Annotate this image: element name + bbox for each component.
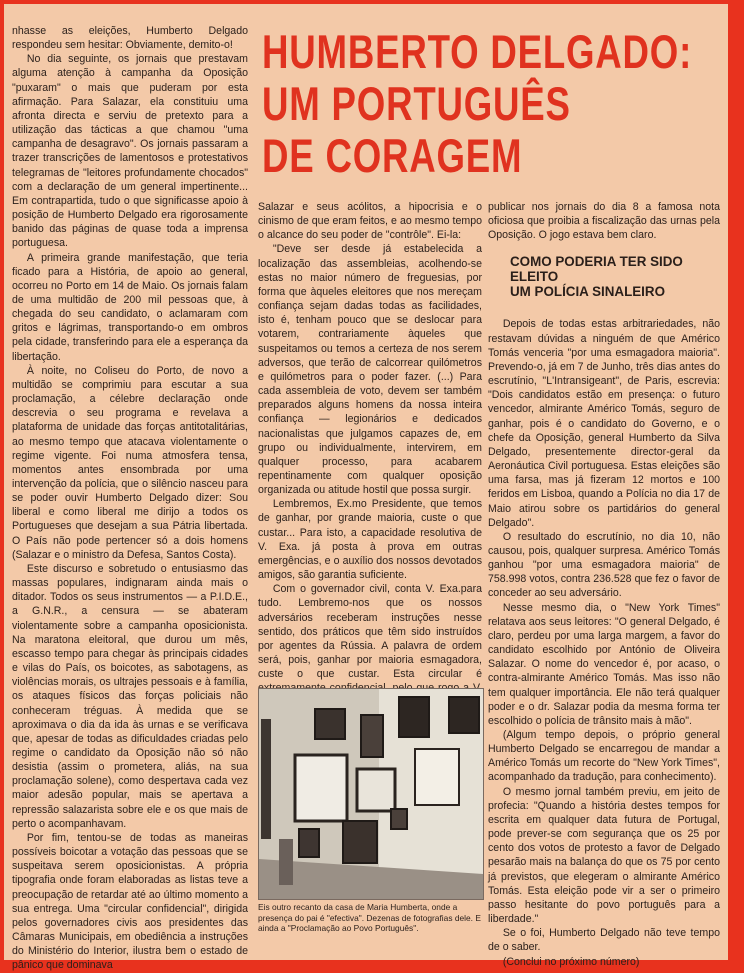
section-subheading <box>510 254 720 299</box>
paragraph: À noite, no Coliseu do Porto, de novo a multidão se comprimiu para escutar a sua proclamação, a célebre declaração onde descrevia o seu programa e revelava a plataforma de unidade das forças antitotalitárias, ao mesmo tempo que atacava violentamente o regime vigente. Foi numa atmosfera tensa, momentos antes ensombrada por uma intervenção da polícia, que o silêncio nasceu para se poder ouvir Humberto Delgado dizer: Sou liberal e como liberal me dirijo a todos os Portugueses que desejam a sua Pátria libertada. O País não pode pertencer só a dois homens (Salazar e o ministro da Defesa, Santos Costa). <box>12 364 248 561</box>
paragraph: No dia seguinte, os jornais que prestavam alguma atenção à campanha da Oposição "puxaram" o mais que puderam por esta afirmação. Para Salazar, ela constituiu uma afronta directa e serviu de pretexto para a utilização das tácticas a que chamou "uma campanha de desagravo". Os jornais passaram a trazer transcrições de lamentosos e protestativos telegramas de "leitores profundamente chocados" com a declaração de um general impertinente... Em contrapartida, tudo o que significasse apoio à posição de Humberto Delgado era rigorosamente banido das páginas de quase toda a imprensa portuguesa. <box>12 53 248 250</box>
title-line: UM PORTUGUÊS <box>262 77 571 130</box>
text-column-2 <box>258 200 482 684</box>
paragraph: O resultado do escrutínio, no dia 10, não causou, pois, qualquer surpresa. Américo Tomás ganhou "por uma esmagadora maioria" de 758.998 votos, contra 236.528 que fez o favor de conceder ao seu adversário. <box>488 530 720 600</box>
title-line: HUMBERTO DELGADO: <box>262 25 693 78</box>
paragraph: Lembremos, Ex.mo Presidente, que temos de ganhar, por grande maioria, custe o que custar... Para isto, a capacidade resolutiva de V. Exa. já posta à prova em outras emergências, e o auxílio dos nossos devotados amigos, são garantia suficiente. <box>258 498 482 582</box>
paragraph: publicar nos jornais do dia 8 a famosa nota oficiosa que proibia a fiscalização das urnas pela Oposição. O jogo estava bem claro. <box>488 201 720 242</box>
photo-illustration <box>259 689 483 899</box>
subheading-line: UM POLÍCIA SINALEIRO <box>510 284 665 300</box>
paragraph: (Algum tempo depois, o próprio general Humberto Delgado se encarregou de mandar a Américo Tomás um recorte do "New York Times", acompanhado da tradução, para conhecimento). <box>488 729 720 784</box>
paragraph: Depois de todas estas arbitrariedades, não restavam dúvidas a ninguém de que Américo Tomás venceria "por uma esmagadora maioria". Prevendo-o, já em 7 de Junho, três dias antes do escrutínio, "L'Intransigeant", de Paris, escrevia: "Dois candidatos estão em presença: o futuro vencedor, almirante Américo Tomás, seguro de ganhar, pois é o candidato do Governo, e o chefe da Oposição, general Humberto da Silva Delgado, presentemente director-geral da Aeronáutica Civil portuguesa. Estas eleições são uma farsa, mas já fizeram 12 mortos e 100 feridos em Lisboa, quando a Polícia no dia 17 de Maio atirou sobre os partidários do general Delgado". <box>488 318 720 529</box>
paragraph: nhasse as eleições, Humberto Delgado respondeu sem hesitar: Obviamente, demito-o! <box>12 25 248 52</box>
subheading-line: ELEITO <box>510 269 559 285</box>
paragraph: Este discurso e sobretudo o entusiasmo das massas populares, indignaram ainda mais o ditador. Todos os seus instrumentos — a P.I.D.E., a G.N.R., a censura — se abateram violentamente sobre a campanha oposicionista. Na maratona eleitoral, que durou um mês, escasso tempo para chegar às principais cidades e vilas do País, os boicotes, as sabotagens, as violências morais, os ultrajes pessoais e à família, os ataques físicos das forças policiais não conheceram tréguas. À medida que se aproximava o dia da ida às urnas e se verificava que, apesar de todas as dificuldades criadas pelo regime o candidato da Oposição não só não desistia (assim o prometera, aliás, na sua proclamação solene), como despertava cada vez maior adesão popular, mais se apertava a repressão salazarista sobre ele e os que mais de perto o acompanhavam. <box>12 562 248 830</box>
paragraph: (Conclui no próximo número) <box>502 955 640 968</box>
text-column-1 <box>12 24 248 972</box>
title-line: DE CORAGEM <box>262 129 523 182</box>
paragraph: Nesse mesmo dia, o "New York Times" relatava aos seus leitores: "O general Delgado, é claro, perdeu por uma larga margem, a favor do candidato escolhido por António de Oliveira Salazar. O nome do vencedor é, por acaso, o contra-almirante Américo Tomás. Mas isso não tem qualquer importância. Ele não terá qualquer poder e o dr. Salazar podia da mesma forma ter escolhido o polícia de trânsito mais à mão". <box>488 601 720 727</box>
article-title <box>262 25 693 182</box>
paragraph: Por fim, tentou-se de todas as maneiras possíveis boicotar a votação das pessoas que se suspeitava serem oposicionistas. A própria tipografia onde foram elaboradas as listas teve a preocupação de retardar até ao último momento a sua entrega. Uma "circular confidencial", dirigida pelos governadores civis aos presidentes das Câmaras Municipais, em obediência a instruções do Ministério do Interior, ilustra bem o estado de pânico que dominava <box>12 831 248 972</box>
paragraph: A primeira grande manifestação, que teria ficado para a História, de apoio ao general, ocorreu no Porto em 14 de Maio. Os jornais falam de uma multidão de 200 mil pessoas que, à chegada do seu candidato, o aclamaram com gritos e lágrimas, transportando-o em ombros pela cidade, transferindo para ele a esperança da libertação. <box>12 251 248 363</box>
text-column-3 <box>488 200 720 968</box>
room-photo <box>258 688 484 900</box>
photo-caption: Eis outro recanto da casa de Maria Humberta, onde a presença do pai é "efectiva". Dezenas de fotografias dele. E ainda a "Proclamação ao Povo Português". <box>258 902 481 934</box>
paragraph: Com o governador civil, conta V. Exa.para tudo. Lembremo-nos que os nossos adversários receberam instruções nesse sentido, dos práticos que têm sido instruídos por agentes da Rússia. A palavra de ordem será, pois, ganhar por maioria esmagadora, custe o que custar. Esta circular é <box>258 583 482 681</box>
paragraph: Salazar e seus acólitos, a hipocrisia e o cinismo de que eram feitos, e ao mesmo tempo o alcance do seu poder de "contrôle". Ei-la: <box>258 201 482 242</box>
paragraph: "Deve ser desde já estabelecida a localização das assembleias, acolhendo-se estas no maior número de freguesias, por forma que àqueles eleitores que nos mereçam confiança sejam dadas todas as facilidades, isto é, tenham pouco que se deslocar para votarem, contrariamente àqueles que suspeitamos ou temos a certeza de nos serem adversos, que terão de calcorrear quilómetros e quilómetros para o poder fazer. (...) Para cada assembleia de voto, devem ser também preparados alguns homens da nossa inteira confiança — legionários e dedicados nacionalistas que julgamos capazes de, em grupo ou individualmente, intervirem, em qualquer processo, para acabarem repentinamente com qualquer oposição organizada ou atitude hostil que possa surgir. <box>258 243 482 497</box>
subheading-line: COMO PODERIA TER SIDO <box>510 254 683 270</box>
paragraph: O mesmo jornal também previu, em jeito de profecia: "Quando a história destes tempos for escrita em qualquer data futura de Portugal, pode prever-se com segurança que os 25 por cento dos votos de protesto a favor de Delgado pesarão mais na balança do que os 75 por cento já previstos, que elegeram o almirante Américo Tomás. Esta eleição pode vir a ser o primeiro passo hesitante do povo português para a liberdade." <box>488 785 720 926</box>
paragraph: Se o foi, Humberto Delgado não teve tempo de o saber. <box>488 927 720 954</box>
